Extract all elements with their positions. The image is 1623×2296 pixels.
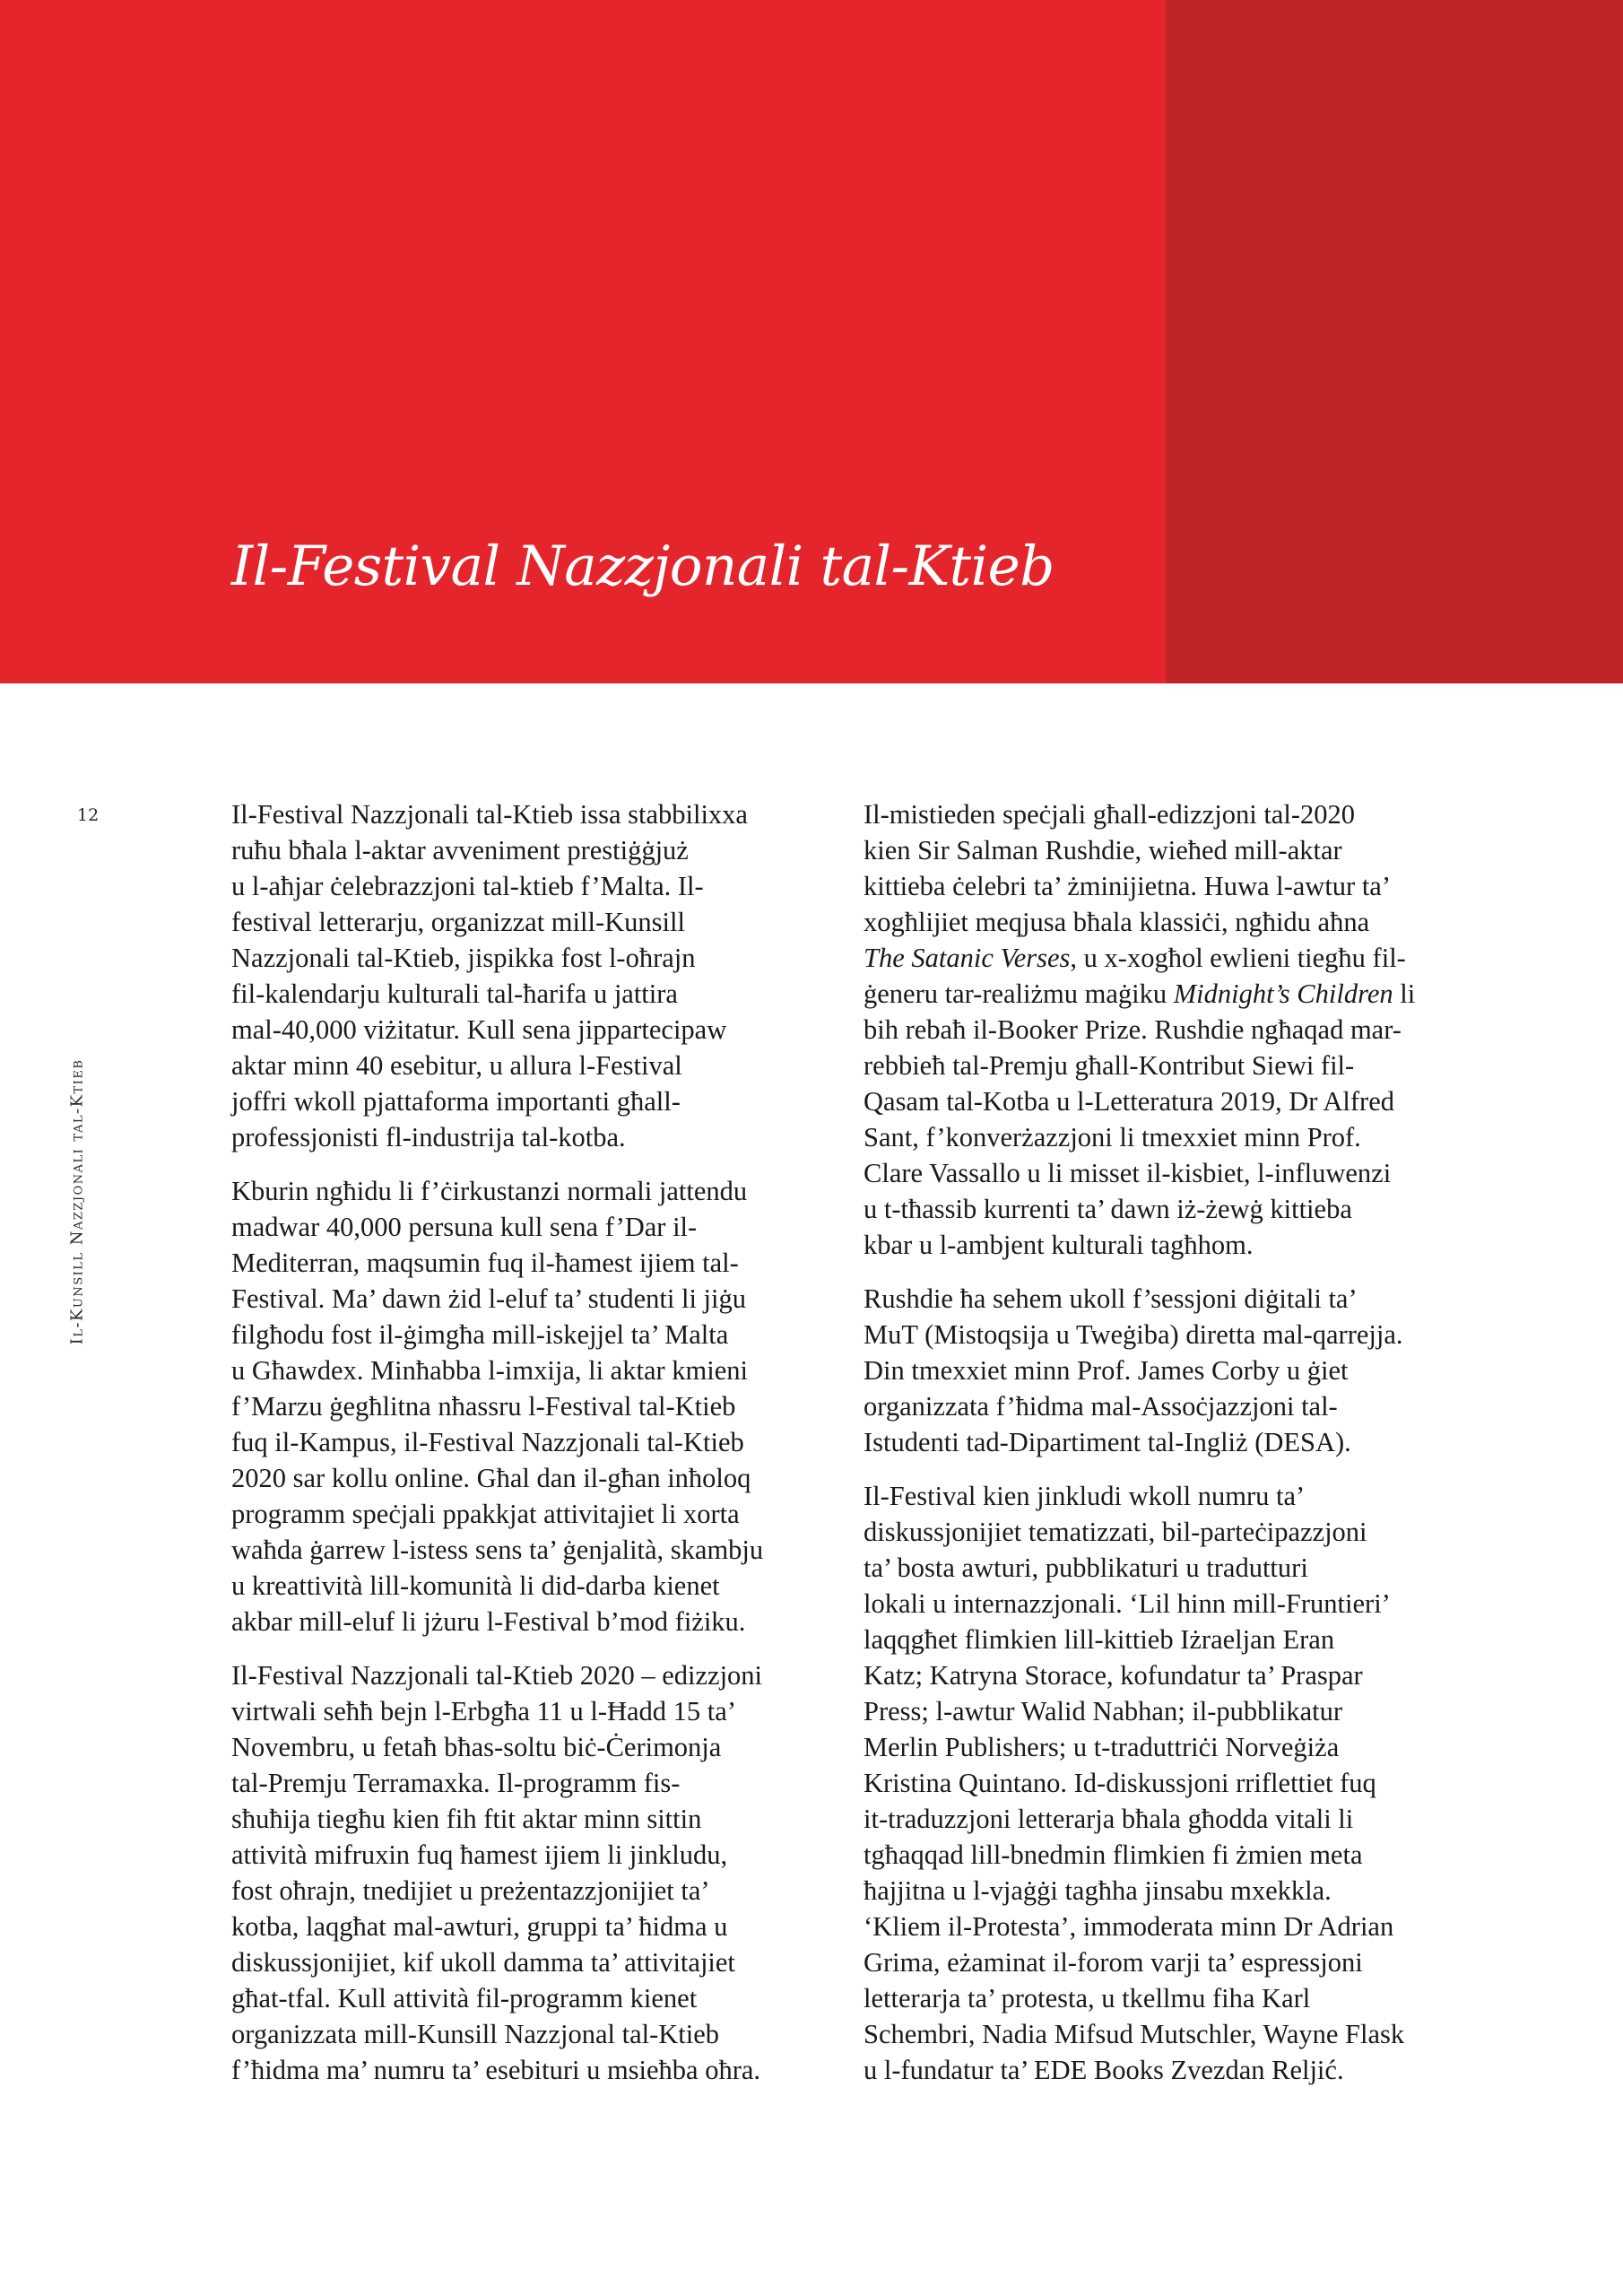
text-line: bih rebaħ il-Booker Prize. Rushdie ngħaqad mar-: [864, 1014, 1402, 1045]
text-line: organizzata mill-Kunsill Nazzjonal tal-Ktieb: [231, 2019, 720, 2049]
text-line: rebbieħ tal-Premju għall-Kontribut Siewi fil-: [864, 1050, 1355, 1081]
text-line: Il-Festival kien jinkludi wkoll numru ta’: [864, 1481, 1306, 1511]
text-line: festival letterarju, organizzat mill-Kunsill: [231, 907, 685, 937]
text-line: Sant, f’konverżazzjoni li tmexxiet minn Prof.: [864, 1122, 1361, 1152]
header-banner-accent: [1166, 0, 1623, 683]
text-line: laqqgħet flimkien lill-kittieb Iżraeljan Eran: [864, 1624, 1335, 1655]
text-line: ġeneru tar-realiżmu maġiku Midnight’s Children li: [864, 978, 1416, 1009]
text-line: Schembri, Nadia Mifsud Mutschler, Wayne Flask: [864, 2019, 1405, 2049]
text-line: The Satanic Verses, u x-xogħol ewlieni tiegħu fil-: [864, 943, 1406, 973]
text-line: aktar minn 40 esebitur, u allura l-Festival: [231, 1050, 682, 1081]
text-line: Nazzjonali tal-Ktieb, jispikka fost l-oħrajn: [231, 943, 696, 973]
text-line: Qasam tal-Kotba u l-Letteratura 2019, Dr Alfred: [864, 1086, 1394, 1117]
text-line: kbar u l-ambjent kulturali tagħhom.: [864, 1230, 1254, 1260]
text-line: u l-fundatur ta’ EDE Books Zvezdan Reljić.: [864, 2055, 1344, 2085]
paragraph: [864, 796, 1482, 1263]
text-line: diskussjonijiet, kif ukoll damma ta’ attivitajiet: [231, 1947, 735, 1978]
text-line: u t-tħassib kurrenti ta’ dawn iż-żewġ kittieba: [864, 1194, 1352, 1224]
text-line: sħuħija tiegħu kien fih ftit aktar minn sittin: [231, 1804, 702, 1834]
paragraph: [231, 796, 850, 1155]
right-column: [864, 796, 1482, 2106]
text-line: virtwali seħħ bejn l-Erbgħa 11 u l-Ħadd 15 ta’: [231, 1696, 736, 1726]
text-line: ruħu bħala l-aktar avveniment prestiġġjuż: [231, 835, 689, 865]
text-line: joffri wkoll pjattaforma importanti għall-: [231, 1086, 681, 1117]
text-line: attività mifruxin fuq ħamest ijiem li jinkludu,: [231, 1839, 728, 1870]
text-line: Merlin Publishers; u t-traduttriċi Norveġiża: [864, 1732, 1340, 1762]
left-column: [231, 796, 850, 2106]
text-line: diskussjonijiet tematizzati, bil-parteċipazzjoni: [864, 1517, 1367, 1547]
text-line: u l-aħjar ċelebrazzjoni tal-ktieb f’Malta. Il-: [231, 871, 704, 901]
text-line: Kburin ngħidu li f’ċirkustanzi normali jattendu: [231, 1176, 748, 1206]
text-line: Mediterran, maqsumin fuq il-ħamest ijiem tal-: [231, 1248, 739, 1278]
paragraph: [231, 1657, 850, 2088]
text-line: Din tmexxiet minn Prof. James Corby u ġiet: [864, 1355, 1349, 1386]
text-line: fil-kalendarju kulturali tal-ħarifa u jattira: [231, 978, 678, 1009]
text-line: Novembru, u fetaħ bħas-soltu biċ-Ċerimonja: [231, 1732, 722, 1762]
text-line: Katz; Katryna Storace, kofundatur ta’ Praspar: [864, 1660, 1363, 1691]
book-title: The Satanic Verses: [864, 943, 1071, 973]
text-line: fost oħrajn, tnedijiet u preżentazzjonijiet ta’: [231, 1875, 710, 1906]
text-line: fuq il-Kampus, il-Festival Nazzjonali tal-Ktieb: [231, 1427, 744, 1457]
text-line: waħda ġarrew l-istess sens ta’ ġenjalità, skambju: [231, 1535, 764, 1565]
text-line: organizzata f’ħidma mal-Assoċjazzjoni tal-: [864, 1391, 1338, 1422]
text-line: Istudenti tad-Dipartiment tal-Ingliż (DESA).: [864, 1427, 1351, 1457]
text-line: it-traduzzjoni letterarja bħala għodda vitali li: [864, 1804, 1354, 1834]
text-line: MuT (Mistoqsija u Tweġiba) diretta mal-qarrejja.: [864, 1319, 1403, 1350]
text-line: Il-Festival Nazzjonali tal-Ktieb issa stabbilixxa: [231, 799, 748, 830]
text-line: u kreattività lill-komunità li did-darba kienet: [231, 1570, 720, 1601]
text-line: Clare Vassallo u li misset il-kisbiet, l-influwenzi: [864, 1158, 1392, 1188]
text-line: programm speċjali ppakkjat attivitajiet li xorta: [231, 1499, 740, 1529]
text-line: mal-40,000 viżitatur. Kull sena jippartecipaw: [231, 1014, 727, 1045]
text-line: Rushdie ħa sehem ukoll f’sessjoni diġitali ta’: [864, 1283, 1358, 1314]
text-line: 2020 sar kollu online. Għal dan il-għan inħoloq: [231, 1463, 751, 1493]
text-line: xogħlijiet meqjusa bħala klassiċi, ngħidu aħna: [864, 907, 1370, 937]
text-line: Kristina Quintano. Id-diskussjoni rriflettiet fuq: [864, 1768, 1376, 1798]
text-line: kotba, laqgħat mal-awturi, gruppi ta’ ħidma u: [231, 1911, 728, 1942]
page-number: 12: [77, 805, 100, 825]
text-line: Festival. Ma’ dawn żid l-eluf ta’ studenti li jiġu: [231, 1283, 747, 1314]
text-line: madwar 40,000 persuna kull sena f’Dar il-: [231, 1212, 698, 1242]
text-line: f’ħidma ma’ numru ta’ esebituri u msieħba oħra.: [231, 2055, 761, 2085]
book-title: Midnight’s Children: [1173, 978, 1393, 1009]
text-line: Il-Festival Nazzjonali tal-Ktieb 2020 – edizzjoni: [231, 1660, 763, 1691]
text-line: Grima, eżaminat il-forom varji ta’ espressjoni: [864, 1947, 1363, 1978]
text-line: filgħodu fost il-ġimgħa mill-iskejjel ta’ Malta: [231, 1319, 729, 1350]
text-line: f’Marzu ġegħlitna nħassru l-Festival tal-Ktieb: [231, 1391, 736, 1422]
page-title: Il-Festival Nazzjonali tal-Ktieb: [231, 535, 1055, 598]
text-line: Press; l-awtur Walid Nabhan; il-pubblikatur: [864, 1696, 1343, 1726]
text-line: ta’ bosta awturi, pubblikaturi u tradutturi: [864, 1552, 1308, 1583]
text-line: Il-mistieden speċjali għall-edizzjoni tal-2020: [864, 799, 1355, 830]
text-line: professjonisti fl-industrija tal-kotba.: [231, 1122, 626, 1152]
text-line: u Għawdex. Minħabba l-imxija, li aktar kmieni: [231, 1355, 748, 1386]
paragraph: [231, 1173, 850, 1639]
text-line: akbar mill-eluf li jżuru l-Festival b’mod fiżiku.: [231, 1606, 746, 1637]
text-line: tal-Premju Terramaxka. Il-programm fis-: [231, 1768, 681, 1798]
text-line: lokali u internazzjonali. ‘Lil hinn mill-Fruntieri’: [864, 1588, 1391, 1619]
running-head: Il-Kunsill Nazzjonali tal-Ktieb: [67, 1058, 87, 1345]
text-line: tgħaqqad lill-bnedmin flimkien fi żmien meta: [864, 1839, 1363, 1870]
text-line: kien Sir Salman Rushdie, wieħed mill-aktar: [864, 835, 1342, 865]
text-line: kittieba ċelebri ta’ żminijietna. Huwa l-awtur ta’: [864, 871, 1392, 901]
paragraph: [864, 1478, 1482, 2088]
text-line: ħajjitna u l-vjaġġi tagħha jinsabu mxekkla.: [864, 1875, 1332, 1906]
text-line: letterarja ta’ protesta, u tkellmu fiha Karl: [864, 1983, 1311, 2013]
text-line: għat-tfal. Kull attività fil-programm kienet: [231, 1983, 698, 2013]
text-line: ‘Kliem il-Protesta’, immoderata minn Dr Adrian: [864, 1911, 1394, 1942]
paragraph: [864, 1281, 1482, 1460]
